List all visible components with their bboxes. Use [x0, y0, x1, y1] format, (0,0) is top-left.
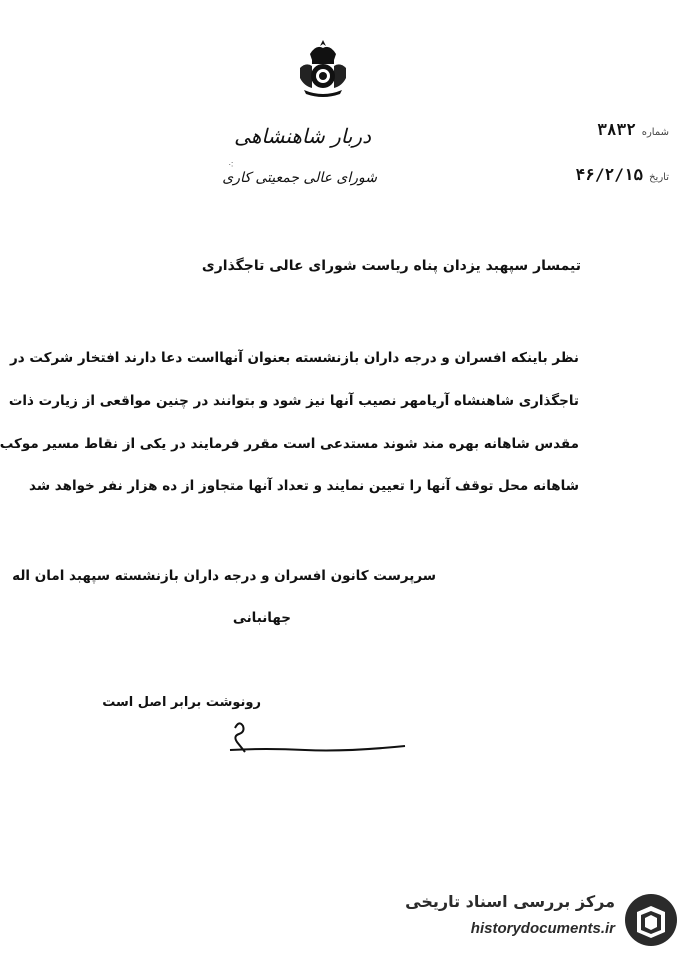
letter-number	[597, 120, 669, 139]
body-line-2: تاجگذاری شاهنشاه آریامهر نصیب آنها نیز شود و بتوانند در چنین مواقعی از زیارت ذات	[8, 393, 579, 409]
body-line-3: مقدس شاهانه بهره مند شوند مستدعی است مقرر فرمایند در یکی از نقاط مسیر موکب	[0, 436, 579, 452]
royal-emblem-icon	[292, 38, 354, 100]
body-line-4: شاهانه محل توقف آنها را تعیین نمایند و تعداد آنها متجاوز از ده هزار نفر خواهد شد	[29, 478, 579, 494]
archive-logo-icon	[623, 892, 679, 948]
handwritten-signature	[225, 712, 410, 772]
watermark-org-name: مرکز بررسی اسناد تاریخی	[405, 892, 615, 911]
watermark	[391, 884, 691, 959]
date-value: ۴۶/۲/۱۵	[575, 165, 644, 184]
signature-name: جهانبانی	[232, 610, 291, 626]
body-line-1: نظر باینکه افسران و درجه داران بازنشسته بعنوان آنهااست دعا دارند افتخار شرکت در	[9, 350, 579, 366]
addressee: تیمسار سپهبد یزدان پناه ریاست شورای عالی تاجگذاری	[201, 258, 581, 274]
letterhead-subtitle: شورای عالی جمعیتی کاری	[222, 170, 377, 186]
signature-title: سرپرست کانون افسران و درجه داران بازنشسته سپهبد امان اله	[12, 568, 436, 584]
margin-mark: ⁖	[228, 160, 234, 171]
letterhead-title: دربار شاهنشاهی	[234, 124, 371, 148]
watermark-url: historydocuments.ir	[470, 920, 615, 937]
date-label: تاریخ	[649, 172, 669, 183]
number-label: شماره	[641, 127, 669, 138]
letter-date	[576, 165, 669, 184]
number-value: ۳۸۳۲	[597, 120, 636, 139]
copy-certification: رونوشت برابر اصل است	[102, 695, 261, 710]
